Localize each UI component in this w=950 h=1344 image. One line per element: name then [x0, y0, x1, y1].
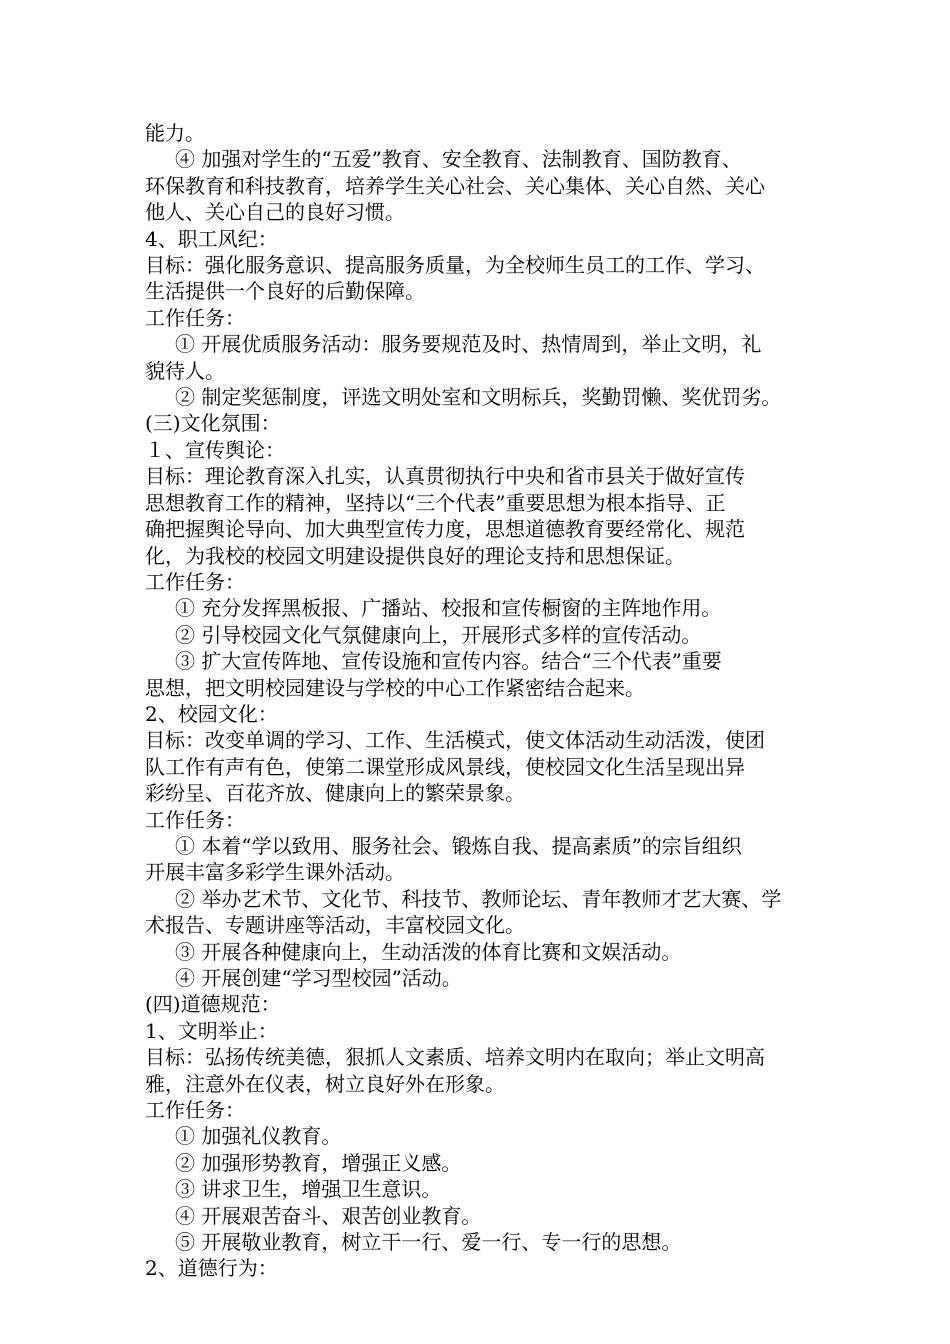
text-line: 4、职工风纪： [145, 226, 278, 251]
text-line: (四)道德规范： [145, 992, 281, 1017]
text-line: 目标：强化服务意识、提高服务质量，为全校师生员工的工作、学习、 [145, 253, 765, 278]
text-line: 他人、关心自己的良好习惯。 [145, 200, 405, 225]
text-line: 目标：弘扬传统美德，狠抓人文素质、培养文明内在取向；举止文明高 [145, 1045, 765, 1070]
text-line: 工作任务： [145, 1098, 245, 1123]
text-line: 队工作有声有色，使第二课堂形成风景线，使校园文化生活呈现出异 [145, 754, 745, 779]
text-line: ④ 开展艰苦奋斗、艰苦创业教育。 [175, 1203, 482, 1228]
text-line: 生活提供一个良好的后勤保障。 [145, 279, 425, 304]
text-line: 思想，把文明校园建设与学校的中心工作紧密结合起来。 [145, 675, 645, 700]
text-line: ③ 扩大宣传阵地、宣传设施和宣传内容。结合“三个代表”重要 [175, 649, 722, 674]
text-line: 化，为我校的校园文明建设提供良好的理论支持和思想保证。 [145, 543, 685, 568]
text-line: ⑤ 开展敬业教育，树立干一行、爱一行、专一行的思想。 [175, 1230, 682, 1255]
text-line: ② 制定奖惩制度，评选文明处室和文明标兵，奖勤罚懒、奖优罚劣。 [175, 385, 782, 410]
text-line: ② 举办艺术节、文化节、科技节、教师论坛、青年教师才艺大赛、学 [175, 886, 782, 911]
document-page [145, 120, 825, 1282]
text-line: ① 开展优质服务活动：服务要规范及时、热情周到，举止文明，礼 [175, 332, 762, 357]
text-line: 工作任务： [145, 807, 245, 832]
text-line: ④ 开展创建“学习型校园”活动。 [175, 966, 462, 990]
text-line: 雅，注意外在仪表，树立良好外在形象。 [145, 1071, 505, 1096]
text-line: 目标：理论教育深入扎实，认真贯彻执行中央和省市县关于做好宣传 [145, 464, 745, 489]
text-line: １、宣传舆论： [145, 437, 285, 462]
text-line: 环保教育和科技教育，培养学生关心社会、关心集体、关心自然、关心 [145, 173, 765, 198]
text-line: 1、文明举止： [145, 1018, 278, 1043]
text-line: 工作任务： [145, 569, 245, 594]
text-line: 开展丰富多彩学生课外活动。 [145, 860, 405, 885]
text-line: 貌待人。 [145, 358, 225, 383]
text-line: ③ 开展各种健康向上，生动活泼的体育比赛和文娱活动。 [175, 939, 682, 964]
text-line: ① 充分发挥黑板报、广播站、校报和宣传橱窗的主阵地作用。 [175, 596, 722, 621]
text-line: ③ 讲求卫生，增强卫生意识。 [175, 1177, 442, 1202]
text-line: 确把握舆论导向、加大典型宣传力度，思想道德教育要经常化、规范 [145, 517, 745, 542]
text-line: (三)文化氛围： [145, 411, 281, 436]
text-line: 工作任务： [145, 305, 245, 330]
text-line: 思想教育工作的精神，坚持以“三个代表”重要思想为根本指导、正 [145, 490, 726, 515]
text-line: ② 引导校园文化气氛健康向上，开展形式多样的宣传活动。 [175, 622, 702, 647]
text-line: ④ 加强对学生的“五爱”教育、安全教育、法制教育、国防教育、 [175, 147, 742, 172]
text-line: 目标：改变单调的学习、工作、生活模式，使文体活动生动活泼，使团 [145, 728, 765, 753]
text-line: 能力。 [145, 121, 205, 145]
text-line: 2、道德行为： [145, 1256, 278, 1281]
text-line: ① 本着“学以致用、服务社会、锻炼自我、提高素质”的宗旨组织 [175, 833, 742, 858]
text-line: ① 加强礼仪教育。 [175, 1124, 342, 1149]
text-line: 彩纷呈、百花齐放、健康向上的繁荣景象。 [145, 781, 525, 806]
text-line: ② 加强形势教育，增强正义感。 [175, 1150, 462, 1175]
text-line: 2、校园文化： [145, 701, 278, 726]
text-line: 术报告、专题讲座等活动，丰富校园文化。 [145, 913, 525, 938]
